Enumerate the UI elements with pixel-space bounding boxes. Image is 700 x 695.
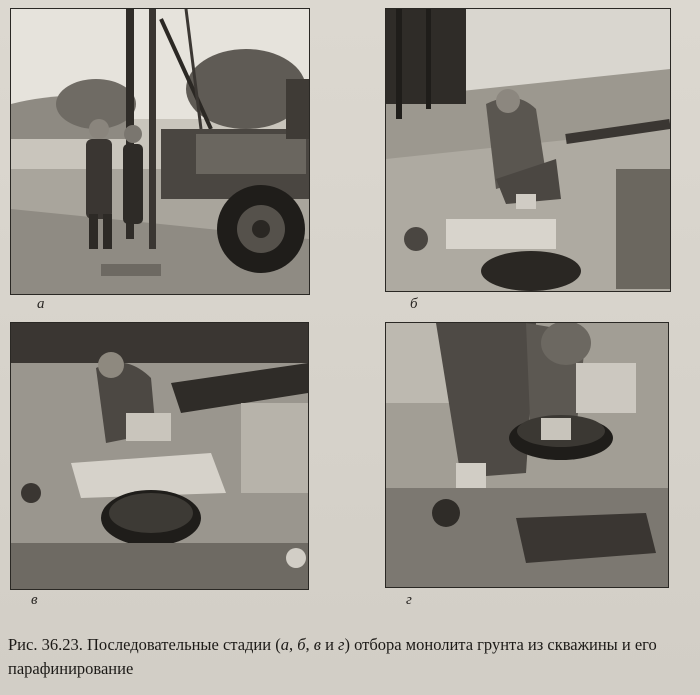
caption-lead: Рис. 36.23. Последовательные стадии (: [8, 635, 281, 654]
drilling-rig-truck-photo: [11, 9, 309, 294]
caption-letter-a: а: [280, 635, 289, 654]
panel-label-b: б: [410, 296, 418, 312]
photo-panel-c: [10, 322, 309, 590]
caption-letter-d: г: [338, 635, 345, 654]
panel-label-a: а: [37, 296, 45, 312]
panel-label-c: в: [31, 592, 38, 608]
caption-letter-b: б: [297, 635, 306, 654]
photo-panel-d: [385, 322, 669, 588]
worker-at-borehole-photo: [386, 9, 670, 291]
photo-panel-a: [10, 8, 310, 295]
figure-caption: [8, 633, 688, 681]
caption-sep-1: ,: [288, 635, 298, 654]
photo-panel-b: [385, 8, 671, 292]
panel-label-d: г: [406, 592, 412, 608]
caption-sep-2: ,: [305, 635, 314, 654]
caption-and: и: [320, 635, 339, 654]
extracting-soil-core-photo: [11, 323, 308, 589]
caption-tail: ) отбора монолита грунта из скважины и его парафинирование: [8, 635, 657, 678]
paraffin-coating-photo: [386, 323, 668, 587]
caption-letter-c: в: [313, 635, 321, 654]
